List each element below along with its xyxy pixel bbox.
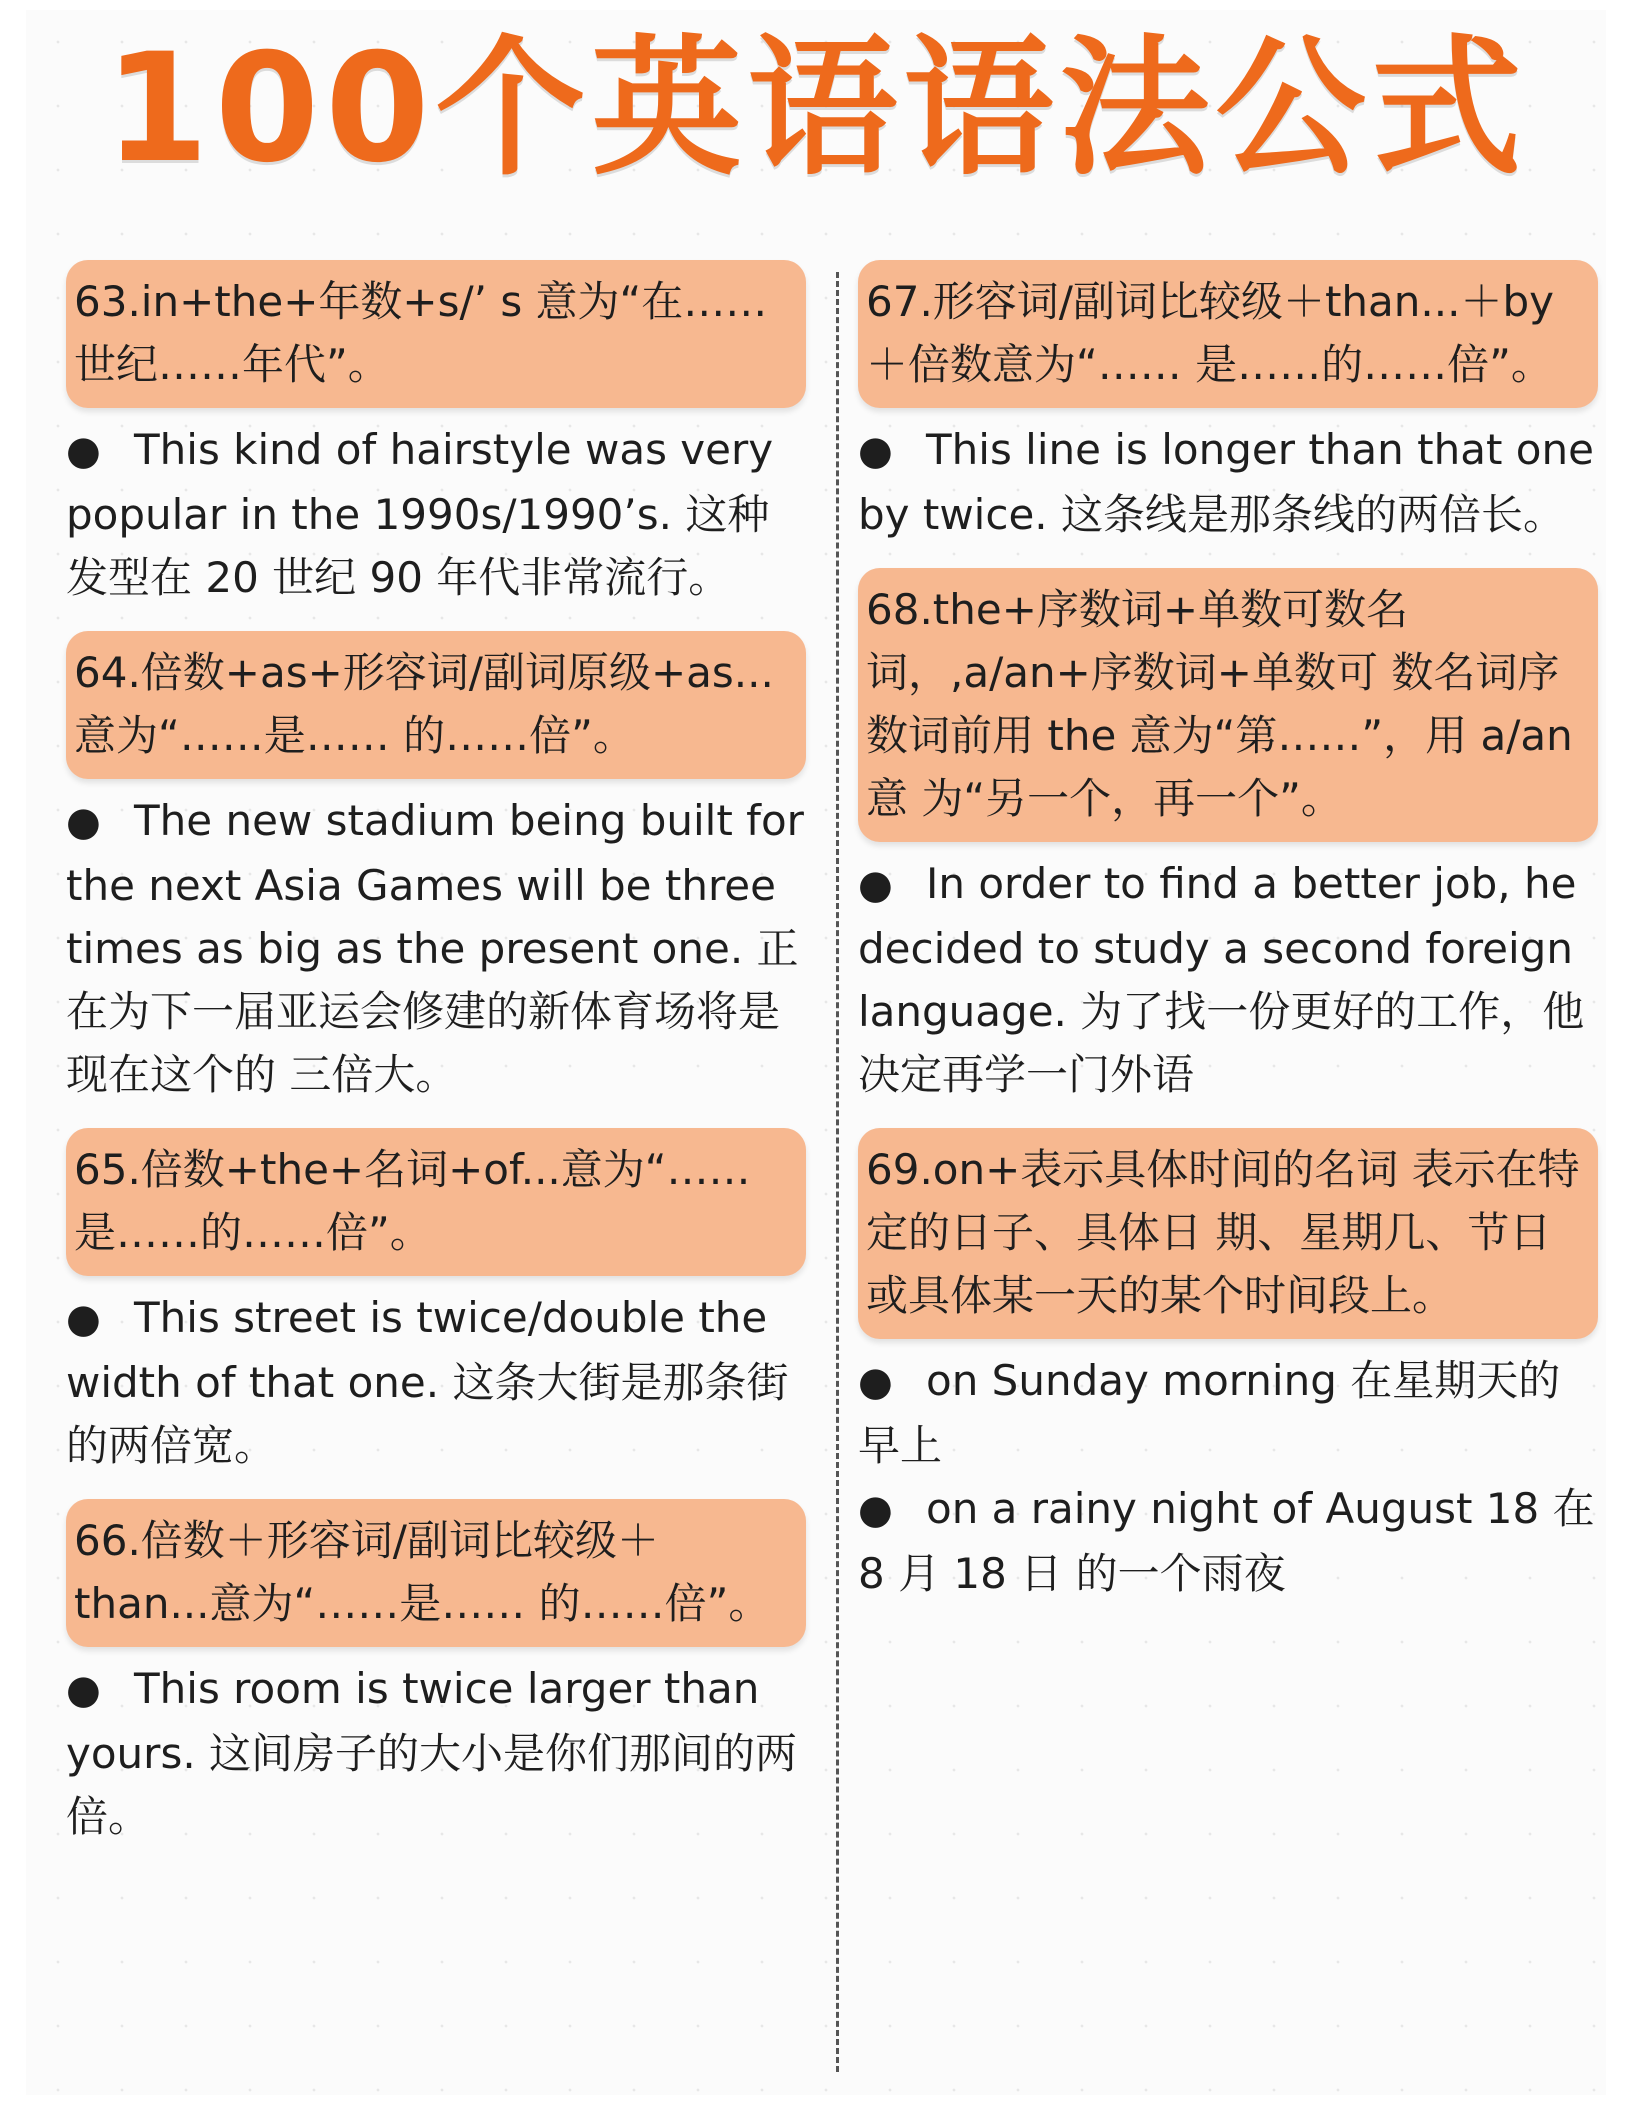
example-sentence — [66, 789, 806, 1106]
rule-box: 63.in+the+年数+s/’ s 意为“在……世纪……年代”。 — [66, 260, 806, 408]
rule-box: 67.形容词/副词比较级＋than...＋by＋倍数意为“…… 是……的……倍”。 — [858, 260, 1598, 408]
example-text: This line is longer than that one by twice. 这条线是那条线的两倍长。 — [858, 425, 1594, 539]
right-column — [858, 260, 1598, 1627]
bullet-icon: ● — [66, 428, 101, 474]
grammar-entry — [858, 568, 1598, 1106]
example-sentence — [66, 1657, 806, 1848]
example-text: In order to find a better job, he decided to study a second foreign language. 为了找一份更好的工作，他决定再学一门外语 — [858, 859, 1585, 1099]
rule-box: 66.倍数＋形容词/副词比较级＋than...意为“……是…… 的……倍”。 — [66, 1499, 806, 1647]
bullet-icon: ● — [858, 1359, 893, 1405]
grammar-entry — [66, 631, 806, 1106]
bullet-icon: ● — [66, 799, 101, 845]
bullet-icon: ● — [858, 428, 893, 474]
example-text: on Sunday morning 在星期天的早上 — [858, 1356, 1561, 1470]
bullet-icon: ● — [66, 1296, 101, 1342]
rule-box: 64.倍数+as+形容词/副词原级+as...意为“……是…… 的……倍”。 — [66, 631, 806, 779]
example-sentence — [858, 852, 1598, 1106]
example-sentence — [66, 418, 806, 609]
bullet-icon: ● — [858, 862, 893, 908]
rule-box: 69.on+表示具体时间的名词 表示在特定的日子、具体日 期、星期几、节日或具体某一天的某个时间段上。 — [858, 1128, 1598, 1339]
rule-box: 68.the+序数词+单数可数名词，,a/an+序数词+单数可 数名词序数词前用 the 意为“第……”，用 a/an 意 为“另一个，再一个”。 — [858, 568, 1598, 842]
example-sentence — [66, 1286, 806, 1477]
grammar-entry — [66, 1499, 806, 1848]
grammar-entry — [858, 1128, 1598, 1605]
bullet-icon: ● — [66, 1667, 101, 1713]
page-title: 100个英语语法公式 — [104, 22, 1528, 196]
rule-box: 65.倍数+the+名词+of...意为“……是……的……倍”。 — [66, 1128, 806, 1276]
grammar-entry — [66, 1128, 806, 1477]
bullet-icon: ● — [858, 1487, 893, 1533]
grammar-entry — [858, 260, 1598, 546]
column-divider — [836, 272, 839, 2072]
example-text: This room is twice larger than yours. 这间房子的大小是你们那间的两倍。 — [66, 1664, 798, 1841]
example-sentence — [858, 1349, 1598, 1477]
example-sentence — [858, 1477, 1598, 1605]
example-text: The new stadium being built for the next Asia Games will be three times as big as the present one. 正在为下一届亚运会修建的新体育场将是现在这个的 三倍大。 — [66, 796, 804, 1099]
example-sentence — [858, 418, 1598, 546]
example-text: This kind of hairstyle was very popular in the 1990s/1990’s. 这种发型在 20 世纪 90 年代非常流行。 — [66, 425, 774, 602]
grammar-entry — [66, 260, 806, 609]
example-text: This street is twice/double the width of that one. 这条大街是那条街的两倍宽。 — [66, 1293, 789, 1470]
left-column — [66, 260, 806, 1870]
example-text: on a rainy night of August 18 在 8 月 18 日 的一个雨夜 — [858, 1484, 1595, 1598]
page-sheet — [26, 10, 1606, 2095]
